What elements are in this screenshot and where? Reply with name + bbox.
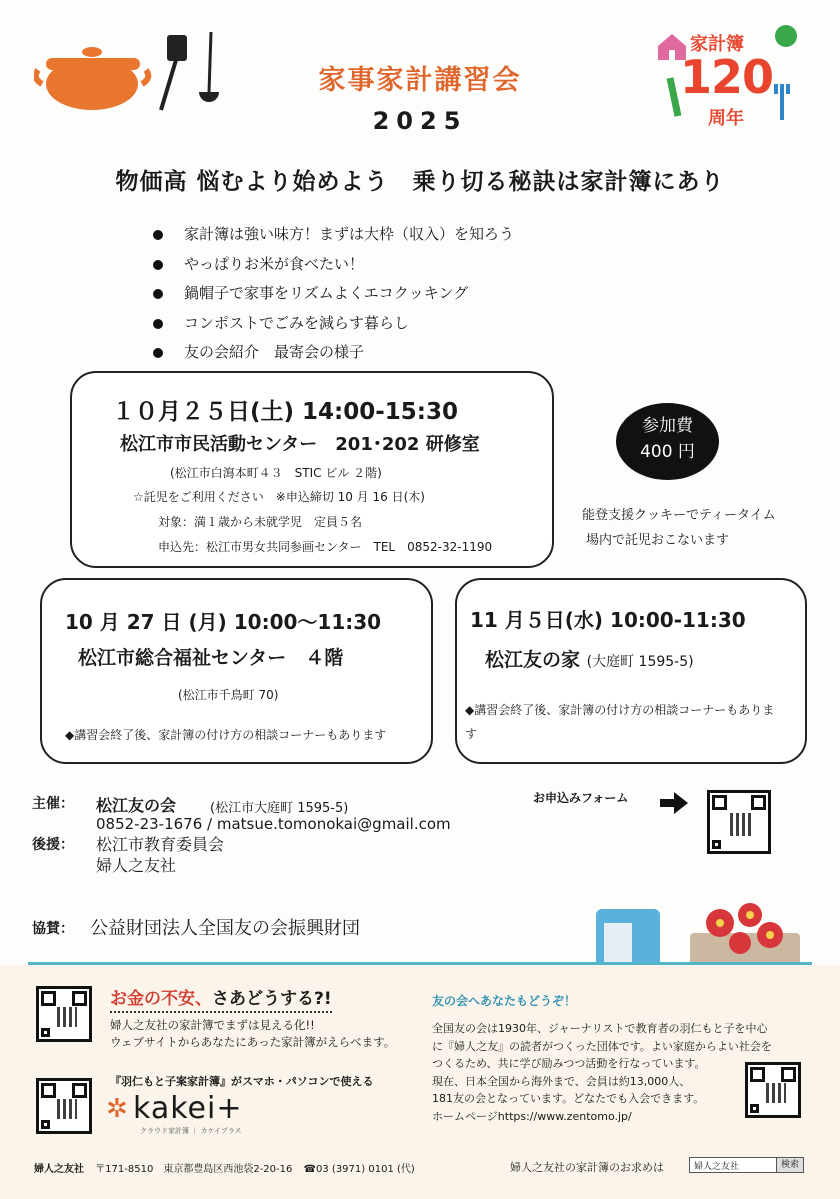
- logo-number: 120: [680, 50, 774, 104]
- logo-bottom-text: 周年: [708, 108, 744, 129]
- publisher-name: 婦人之友社: [34, 1164, 84, 1175]
- session3-venue-address: (大庭町 1595-5): [586, 654, 694, 670]
- session2-address: (松江市千鳥町 70): [178, 688, 279, 702]
- event-year: 2025: [372, 107, 468, 135]
- tomonokai-line: に『婦人之友』の読者がつくった団体です。よい家庭からよい社会を: [432, 1039, 772, 1053]
- publisher-phone: ☎03 (3971) 0101 (代): [303, 1164, 415, 1175]
- list-item: やっぱりお米が食べたい！: [150, 250, 514, 280]
- tomonokai-qr-code[interactable]: [745, 1062, 801, 1118]
- session3-venue-name: 松江友の家: [485, 649, 581, 671]
- fee-label: 参加費: [642, 416, 693, 436]
- topic-list: [150, 220, 514, 368]
- search-query[interactable]: 婦人之友社: [694, 1161, 740, 1172]
- session1-target: 対象：満１歳から未就学児 定員５名: [158, 515, 363, 529]
- support-1: 松江市教育委員会: [96, 835, 225, 854]
- list-item: 家計簿は強い味方！まずは大枠（収入）を知ろう: [150, 220, 514, 250]
- fee-badge: [616, 403, 719, 480]
- session3-note: ◆講習会終了後、家計簿の付け方の相談コーナーもあります: [465, 703, 775, 741]
- kakei-plus-qr-code[interactable]: [36, 1078, 92, 1134]
- search-button[interactable]: 検索: [776, 1158, 803, 1172]
- session1-contact: 申込先：松江市男女共同参画センター TEL 0852-32-1190: [158, 540, 493, 554]
- fee-note: 能登支援クッキーでティータイム: [582, 508, 776, 523]
- publisher-info: [34, 1160, 415, 1175]
- fee-amount: 400 円: [640, 442, 695, 462]
- money-worry-title-b: さあどうする?!: [212, 989, 332, 1009]
- application-form-label: お申込みフォーム: [533, 791, 629, 805]
- tomonokai-line: 181友の会となっています。どなたでも入会できます。: [432, 1092, 705, 1105]
- tomonokai-line: 現在、日本全国から海外まで、会員は約13,000人、: [432, 1074, 691, 1088]
- search-box[interactable]: [689, 1157, 804, 1173]
- tomonokai-url[interactable]: ホームページhttps://www.zentomo.jp/: [432, 1109, 632, 1123]
- session1-address: (松江市白瀉本町４３ STIC ビル ２階): [170, 466, 382, 480]
- tomonokai-line: つくるため、共に学び励みつつ活動を行なっています。: [432, 1057, 706, 1070]
- session2-note: ◆講習会終了後、家計簿の付け方の相談コーナーもあります: [65, 728, 387, 742]
- session3-date: 11 月５日(水) 10:00-11:30: [470, 608, 746, 632]
- session1-venue: 松江市市民活動センター 201･202 研修室: [120, 434, 480, 455]
- event-title: 家事家計講習会: [318, 65, 522, 96]
- anniversary-logo: [650, 20, 800, 132]
- application-qr-code[interactable]: [707, 790, 771, 854]
- arrow-right-icon: [660, 792, 688, 814]
- support-label: 後援：: [32, 837, 74, 853]
- money-worry-line: ウェブサイトからあなたにあった家計簿がえらべます。: [110, 1035, 396, 1049]
- kakeibo-qr-code[interactable]: [36, 986, 92, 1042]
- session3-venue: [485, 645, 694, 672]
- money-worry-line: 婦人之友社の家計簿でまずは見える化!!: [110, 1018, 315, 1032]
- sparkle-icon: ✲: [106, 1094, 128, 1124]
- session2-venue: 松江市総合福祉センター ４階: [78, 647, 344, 669]
- kakei-plus-subtitle: クラウド家計簿 ｜ カケイプラス: [140, 1127, 242, 1135]
- slogan: 物価高 悩むより始めよう 乗り切る秘訣は家計簿にあり: [115, 169, 725, 195]
- session1-childcare: ☆託児をご利用ください ※申込締切 10 月 16 日(木): [133, 490, 425, 504]
- session1-date: １０月２５日(土) 14:00-15:30: [112, 399, 458, 425]
- money-worry-text: [110, 1017, 395, 1051]
- money-worry-title-a: お金の不安、: [110, 989, 212, 1009]
- kakei-plus-logo: kakei+: [133, 1091, 243, 1126]
- logo-top-text: 家計簿: [690, 34, 744, 55]
- host-address: (松江市大庭町 1595-5): [210, 801, 349, 816]
- money-worry-title: [110, 984, 332, 1013]
- publisher-address: 〒171-8510 東京都豊島区西池袋2-20-16: [95, 1164, 293, 1175]
- sponsor-name: 公益財団法人全国友の会振興財団: [90, 918, 360, 939]
- list-item: 鍋帽子で家事をリズムよくエコクッキング: [150, 279, 514, 309]
- session2-date: 10 月 27 日 (月) 10:00～11:30: [65, 610, 382, 634]
- tomonokai-line: 全国友の会は1930年、ジャーナリストで教育者の羽仁もと子を中心: [432, 1022, 768, 1035]
- list-item: コンポストでごみを減らす暮らし: [150, 309, 514, 339]
- sponsor-label: 協賛：: [32, 921, 74, 937]
- host-name: 松江友の会: [96, 796, 177, 815]
- search-prompt: 婦人之友社の家計簿のお求めは: [510, 1161, 664, 1174]
- tomonokai-title: 友の会へあなたもどうぞ！: [432, 994, 577, 1008]
- kakei-plus-title: 『羽仁もと子案家計簿』がスマホ・パソコンで使える: [110, 1075, 374, 1088]
- footer-divider: [28, 962, 812, 965]
- fee-note: 場内で託児おこないます: [586, 533, 730, 548]
- host-contact: 0852-23-1676 / matsue.tomonokai@gmail.com: [96, 815, 451, 833]
- list-item: 友の会紹介 最寄会の様子: [150, 338, 514, 368]
- support-2: 婦人之友社: [96, 856, 177, 875]
- host-label: 主催：: [32, 796, 74, 812]
